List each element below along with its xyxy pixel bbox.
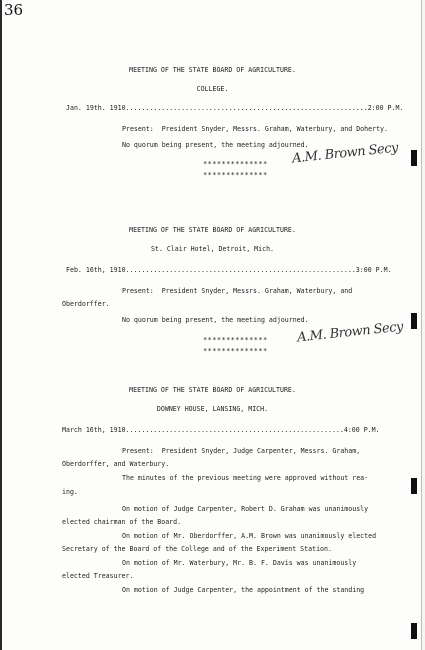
- page-right-edge: [421, 0, 425, 650]
- binding-tab-mark: [411, 150, 417, 166]
- meeting-3-body-line: ing.: [62, 488, 78, 496]
- meeting-3-present: Present: President Snyder, Judge Carpenter, Messrs. Graham,: [122, 447, 361, 455]
- meeting-3-body-line: On motion of Judge Carpenter, the appointment of the standing: [122, 586, 365, 594]
- meeting-2-date-line: Feb. 16th, 1910..........................................................3:00 P.M.: [66, 266, 392, 274]
- binding-tab-mark: [411, 623, 417, 639]
- meeting-1-stars: **************: [203, 171, 268, 179]
- meeting-1-signature: A.M. Brown Secy: [291, 140, 399, 167]
- binding-tab-mark: [411, 478, 417, 494]
- meeting-3-present-cont: Oberdorffer, and Waterbury.: [62, 460, 170, 468]
- meeting-3-body-line: On motion of Judge Carpenter, Robert D. Graham was unanimously: [122, 505, 369, 513]
- meeting-1-present: Present: President Snyder, Messrs. Graham, Waterbury, and Doherty.: [122, 125, 388, 133]
- meeting-3-body-line: elected Treasurer.: [62, 572, 134, 580]
- meeting-1-date-line: Jan. 19th. 1910.............................................................2:00 P.M.: [66, 104, 404, 112]
- meeting-2-present: Present: President Snyder, Messrs. Graham, Waterbury, and: [122, 287, 353, 295]
- meeting-3-body-line: Secretary of the Board of the College and of the Experiment Station.: [62, 545, 332, 553]
- binding-tab-mark: [411, 313, 417, 329]
- meeting-2-present-cont: Oberdorffer.: [62, 300, 110, 308]
- meeting-1-stars: **************: [203, 160, 268, 168]
- meeting-3-body-line: On motion of Mr. Waterbury, Mr. B. F. Davis was unanimously: [122, 559, 357, 567]
- meeting-3-location: DOWNEY HOUSE, LANSING, MICH.: [156, 405, 269, 413]
- meeting-3-body-line: elected chairman of the Board.: [62, 518, 182, 526]
- meeting-2-stars: **************: [203, 336, 268, 344]
- meeting-1-title: MEETING OF THE STATE BOARD OF AGRICULTURE.: [129, 66, 296, 74]
- page-number: 36: [4, 1, 24, 19]
- meeting-2-stars: **************: [203, 347, 268, 355]
- meeting-3-title: MEETING OF THE STATE BOARD OF AGRICULTURE.: [129, 386, 296, 394]
- meeting-3-body-line: On motion of Mr. Oberdorffer, A.M. Brown was unanimously elected: [122, 532, 377, 540]
- meeting-3-date-line: March 16th, 1910.......................................................4:00 P.M.: [62, 426, 380, 434]
- meeting-1-quorum: No quorum being present, the meeting adjourned.: [122, 141, 309, 149]
- meeting-2-title: MEETING OF THE STATE BOARD OF AGRICULTURE.: [129, 226, 296, 234]
- meeting-3-body-line: The minutes of the previous meeting were approved without rea-: [122, 474, 369, 482]
- meeting-2-location: St. Clair Hotel, Detroit, Mich.: [150, 245, 275, 253]
- meeting-1-location: COLLEGE.: [196, 85, 229, 93]
- meeting-2-signature: A.M. Brown Secy: [296, 319, 404, 346]
- meeting-2-quorum: No quorum being present, the meeting adjourned.: [122, 316, 309, 324]
- page-left-edge: [0, 0, 2, 650]
